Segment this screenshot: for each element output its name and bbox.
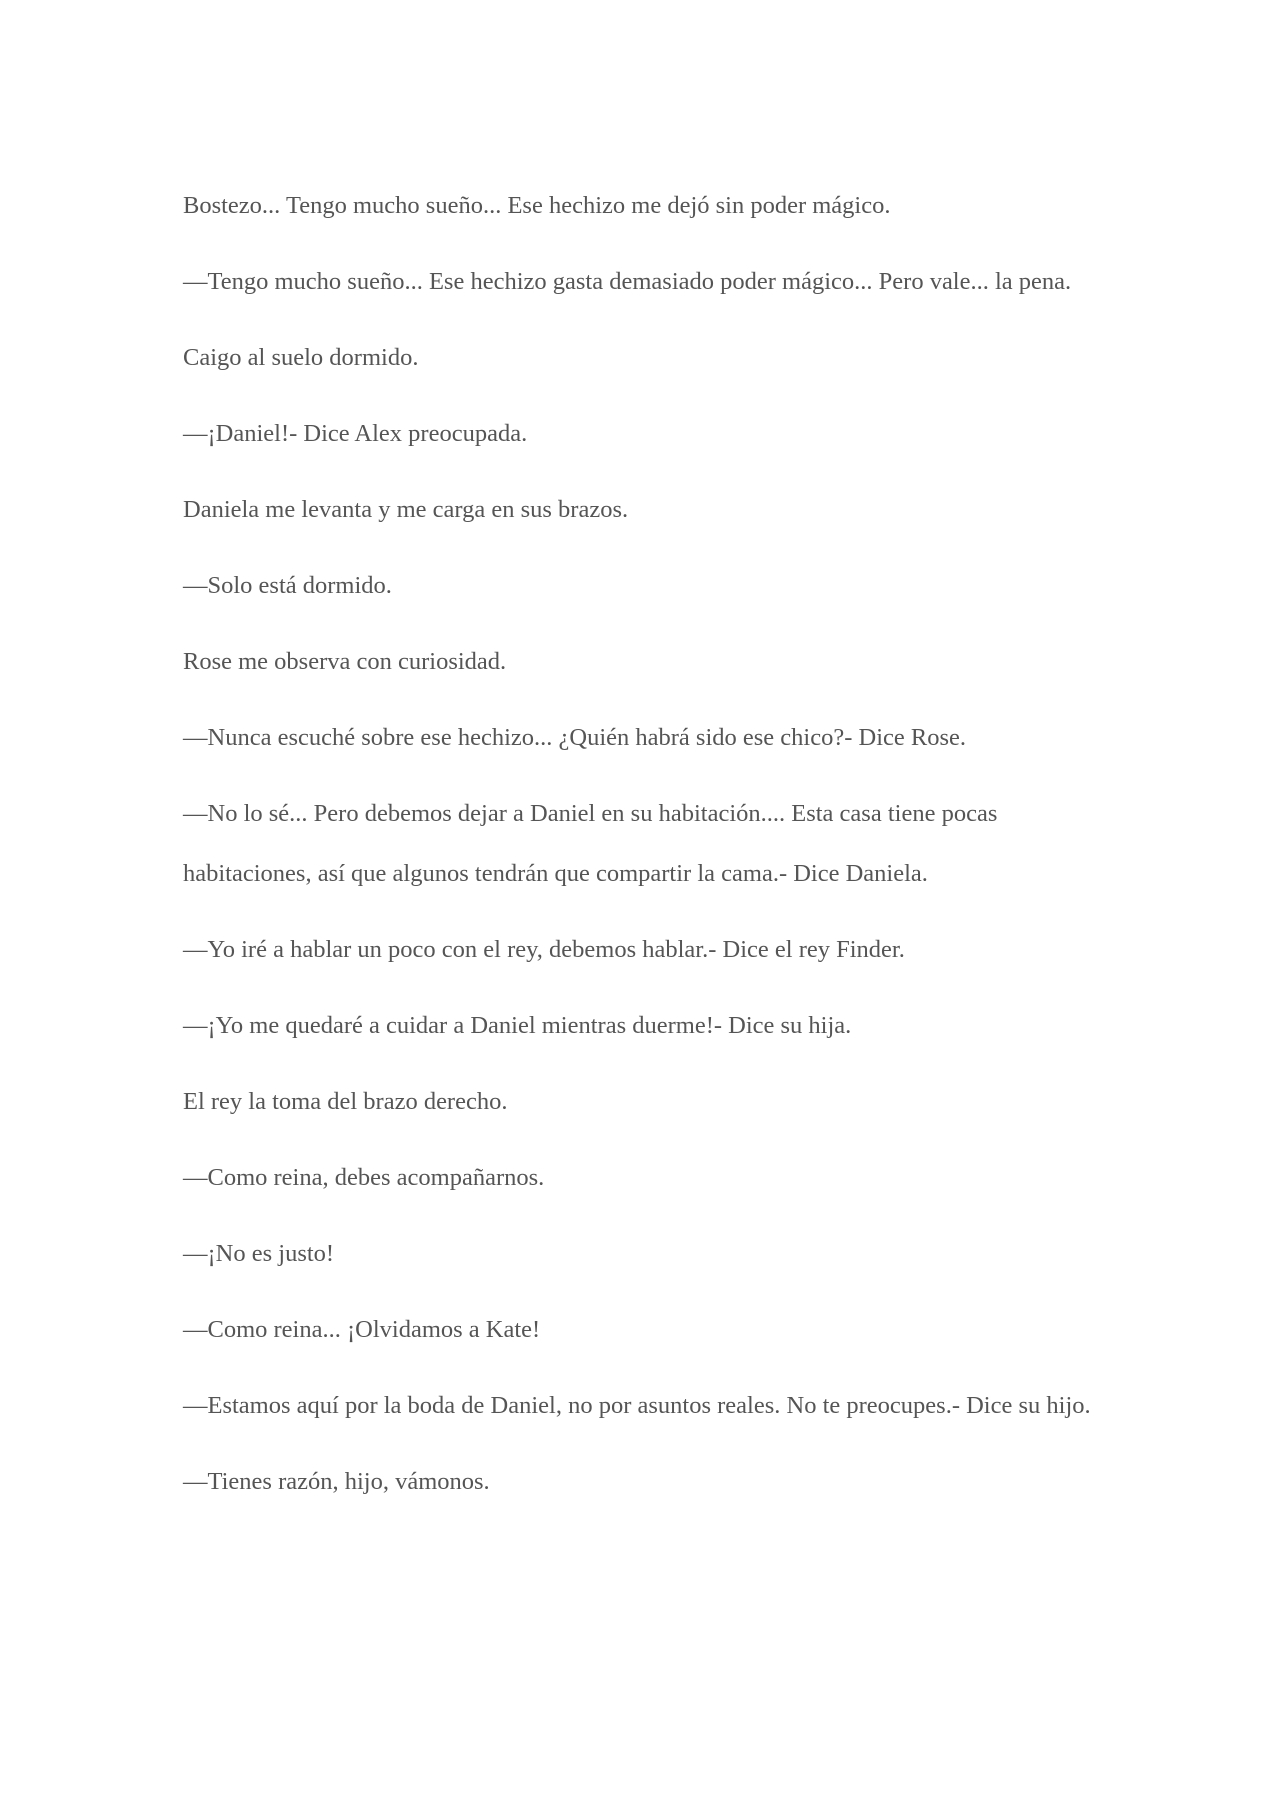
paragraph: —Como reina... ¡Olvidamos a Kate! bbox=[183, 1316, 541, 1343]
paragraph: —Como reina, debes acompañarnos. bbox=[183, 1164, 545, 1191]
paragraph: —¡No es justo! bbox=[183, 1240, 335, 1267]
paragraph: Rose me observa con curiosidad. bbox=[183, 648, 507, 675]
document-body bbox=[183, 176, 1103, 1528]
paragraph: —Yo iré a hablar un poco con el rey, debemos hablar.- Dice el rey Finder. bbox=[183, 936, 905, 963]
paragraph: El rey la toma del brazo derecho. bbox=[183, 1088, 508, 1115]
paragraph: —Nunca escuché sobre ese hechizo... ¿Quién habrá sido ese chico?- Dice Rose. bbox=[183, 724, 966, 751]
paragraph: —Tienes razón, hijo, vámonos. bbox=[183, 1468, 490, 1495]
paragraph: —¡Yo me quedaré a cuidar a Daniel mientras duerme!- Dice su hija. bbox=[183, 1012, 852, 1039]
paragraph: —¡Daniel!- Dice Alex preocupada. bbox=[183, 420, 528, 447]
paragraph: Caigo al suelo dormido. bbox=[183, 344, 419, 371]
paragraph: —No lo sé... Pero debemos dejar a Daniel en su habitación.... Esta casa tiene pocas habitaciones, así que algunos tendrán que compartir la cama.- Dice Daniela. bbox=[183, 800, 998, 887]
paragraph: —Estamos aquí por la boda de Daniel, no por asuntos reales. No te preocupes.- Dice su hijo. bbox=[183, 1392, 1091, 1419]
paragraph: Bostezo... Tengo mucho sueño... Ese hechizo me dejó sin poder mágico. bbox=[183, 192, 891, 219]
paragraph: Daniela me levanta y me carga en sus brazos. bbox=[183, 496, 629, 523]
paragraph: —Tengo mucho sueño... Ese hechizo gasta demasiado poder mágico... Pero vale... la pena. bbox=[183, 268, 1072, 295]
paragraph: —Solo está dormido. bbox=[183, 572, 392, 599]
